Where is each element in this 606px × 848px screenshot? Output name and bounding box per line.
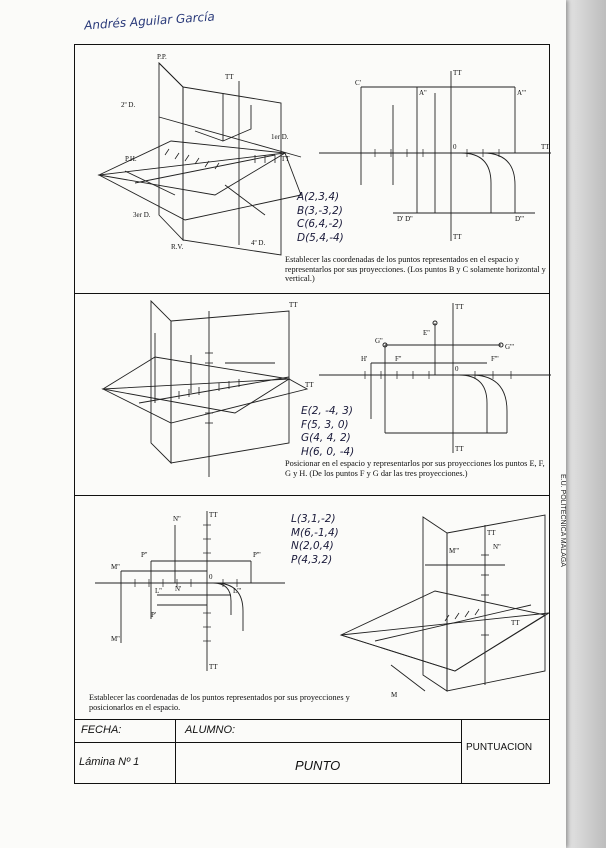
lamina-cell bbox=[75, 742, 176, 784]
exercise-2 bbox=[75, 293, 549, 496]
points-list-2 bbox=[301, 405, 354, 459]
svg-text:0: 0 bbox=[453, 143, 457, 151]
side-stamp: E.U. POLITECNICA MALAGA bbox=[559, 474, 566, 567]
title-block bbox=[75, 719, 549, 784]
svg-text:G'': G'' bbox=[375, 337, 383, 345]
puntuacion-cell bbox=[461, 720, 550, 784]
author-signature: Andrés Aguilar García bbox=[83, 9, 216, 33]
svg-text:C': C' bbox=[355, 79, 361, 87]
exercise-2-caption: Posicionar en el espacio y representarlos por sus proyecciones los puntos E, F, G y H. (De los puntos F y G dar las tres proyecciones.) bbox=[285, 459, 545, 478]
svg-text:TT: TT bbox=[455, 303, 464, 311]
svg-text:TT: TT bbox=[511, 619, 520, 627]
point-h: H(6, 0, -4) bbox=[301, 445, 355, 458]
label-1d: 1er D. bbox=[271, 133, 289, 141]
svg-text:F'': F'' bbox=[395, 355, 402, 363]
svg-text:D' D'': D' D'' bbox=[397, 215, 413, 223]
point-g: G(4, 4, 2) bbox=[301, 432, 351, 444]
label-4d: 4º D. bbox=[251, 239, 266, 247]
exercise-3 bbox=[75, 495, 549, 719]
svg-text:H': H' bbox=[361, 355, 368, 363]
svg-text:TT: TT bbox=[541, 143, 550, 151]
label-2d: 2º D. bbox=[121, 101, 136, 109]
point-p: P(4,3,2) bbox=[291, 553, 333, 566]
point-e: E(2, -4, 3) bbox=[301, 405, 354, 417]
svg-text:N'': N'' bbox=[173, 515, 181, 523]
svg-text:TT: TT bbox=[209, 663, 218, 671]
svg-text:0: 0 bbox=[209, 573, 213, 581]
svg-text:M''': M''' bbox=[449, 547, 460, 555]
fecha-cell bbox=[75, 720, 176, 743]
svg-text:L'': L'' bbox=[155, 587, 162, 595]
svg-text:M: M bbox=[391, 691, 398, 699]
sheet-frame bbox=[74, 44, 550, 784]
svg-text:G''': G''' bbox=[505, 343, 514, 351]
point-m: M(6,-1,4) bbox=[291, 526, 339, 539]
label-pp: P.P. bbox=[157, 53, 167, 61]
points-list-1 bbox=[297, 191, 344, 245]
svg-text:TT: TT bbox=[289, 301, 298, 309]
svg-text:A'': A'' bbox=[419, 89, 427, 97]
points-list-3 bbox=[291, 513, 339, 567]
lamina-label: Lámina Nº 1 bbox=[79, 756, 140, 768]
svg-text:M'': M'' bbox=[111, 635, 120, 643]
svg-text:L''': L''' bbox=[233, 587, 242, 595]
exercise-3-caption: Establecer las coordenadas de los puntos representados por sus proyecciones y posicionarlos en el espacio. bbox=[89, 693, 350, 712]
svg-text:P': P' bbox=[151, 611, 157, 619]
svg-text:TT: TT bbox=[281, 155, 290, 163]
svg-text:D''': D''' bbox=[515, 215, 524, 223]
point-l: L(3,1,-2) bbox=[291, 513, 336, 525]
svg-text:N': N' bbox=[175, 585, 182, 593]
point-c: C(6,4,-2) bbox=[297, 218, 344, 230]
svg-text:TT: TT bbox=[225, 73, 234, 81]
label-ph: P.H. bbox=[125, 155, 137, 163]
title-cell bbox=[175, 742, 461, 784]
svg-text:F''': F''' bbox=[491, 355, 499, 363]
svg-text:P''': P''' bbox=[253, 551, 261, 559]
svg-text:TT: TT bbox=[453, 233, 462, 241]
svg-text:0: 0 bbox=[455, 365, 459, 373]
svg-text:M'': M'' bbox=[111, 563, 120, 571]
exercise-1-caption: Establecer las coordenadas de los puntos representados en el espacio y representarlos por sus proyecciones. (Los puntos B y C solamente horizontal y vertical.) bbox=[285, 255, 546, 284]
point-f: F(5, 3, 0) bbox=[301, 418, 349, 431]
svg-text:TT: TT bbox=[209, 511, 218, 519]
sheet-title: PUNTO bbox=[295, 758, 341, 773]
svg-text:P'': P'' bbox=[141, 551, 148, 559]
svg-text:A''': A''' bbox=[517, 89, 526, 97]
svg-text:E'': E'' bbox=[423, 329, 430, 337]
svg-text:TT: TT bbox=[487, 529, 496, 537]
alumno-label: ALUMNO: bbox=[185, 724, 236, 736]
label-rv: R.V. bbox=[171, 243, 184, 251]
svg-text:TT: TT bbox=[305, 381, 314, 389]
label-3d: 3er D. bbox=[133, 211, 151, 219]
point-b: B(3,-3,2) bbox=[297, 204, 343, 217]
point-n: N(2,0,4) bbox=[291, 540, 334, 552]
fecha-label: FECHA: bbox=[81, 724, 122, 736]
point-d: D(5,4,-4) bbox=[297, 231, 344, 244]
svg-text:TT: TT bbox=[453, 69, 462, 77]
svg-text:N'': N'' bbox=[493, 543, 501, 551]
point-a: A(2,3,4) bbox=[297, 191, 340, 203]
exercise-1 bbox=[75, 45, 549, 294]
alumno-cell bbox=[175, 720, 461, 743]
svg-text:TT: TT bbox=[455, 445, 464, 453]
puntuacion-label: PUNTUACION bbox=[466, 742, 533, 753]
